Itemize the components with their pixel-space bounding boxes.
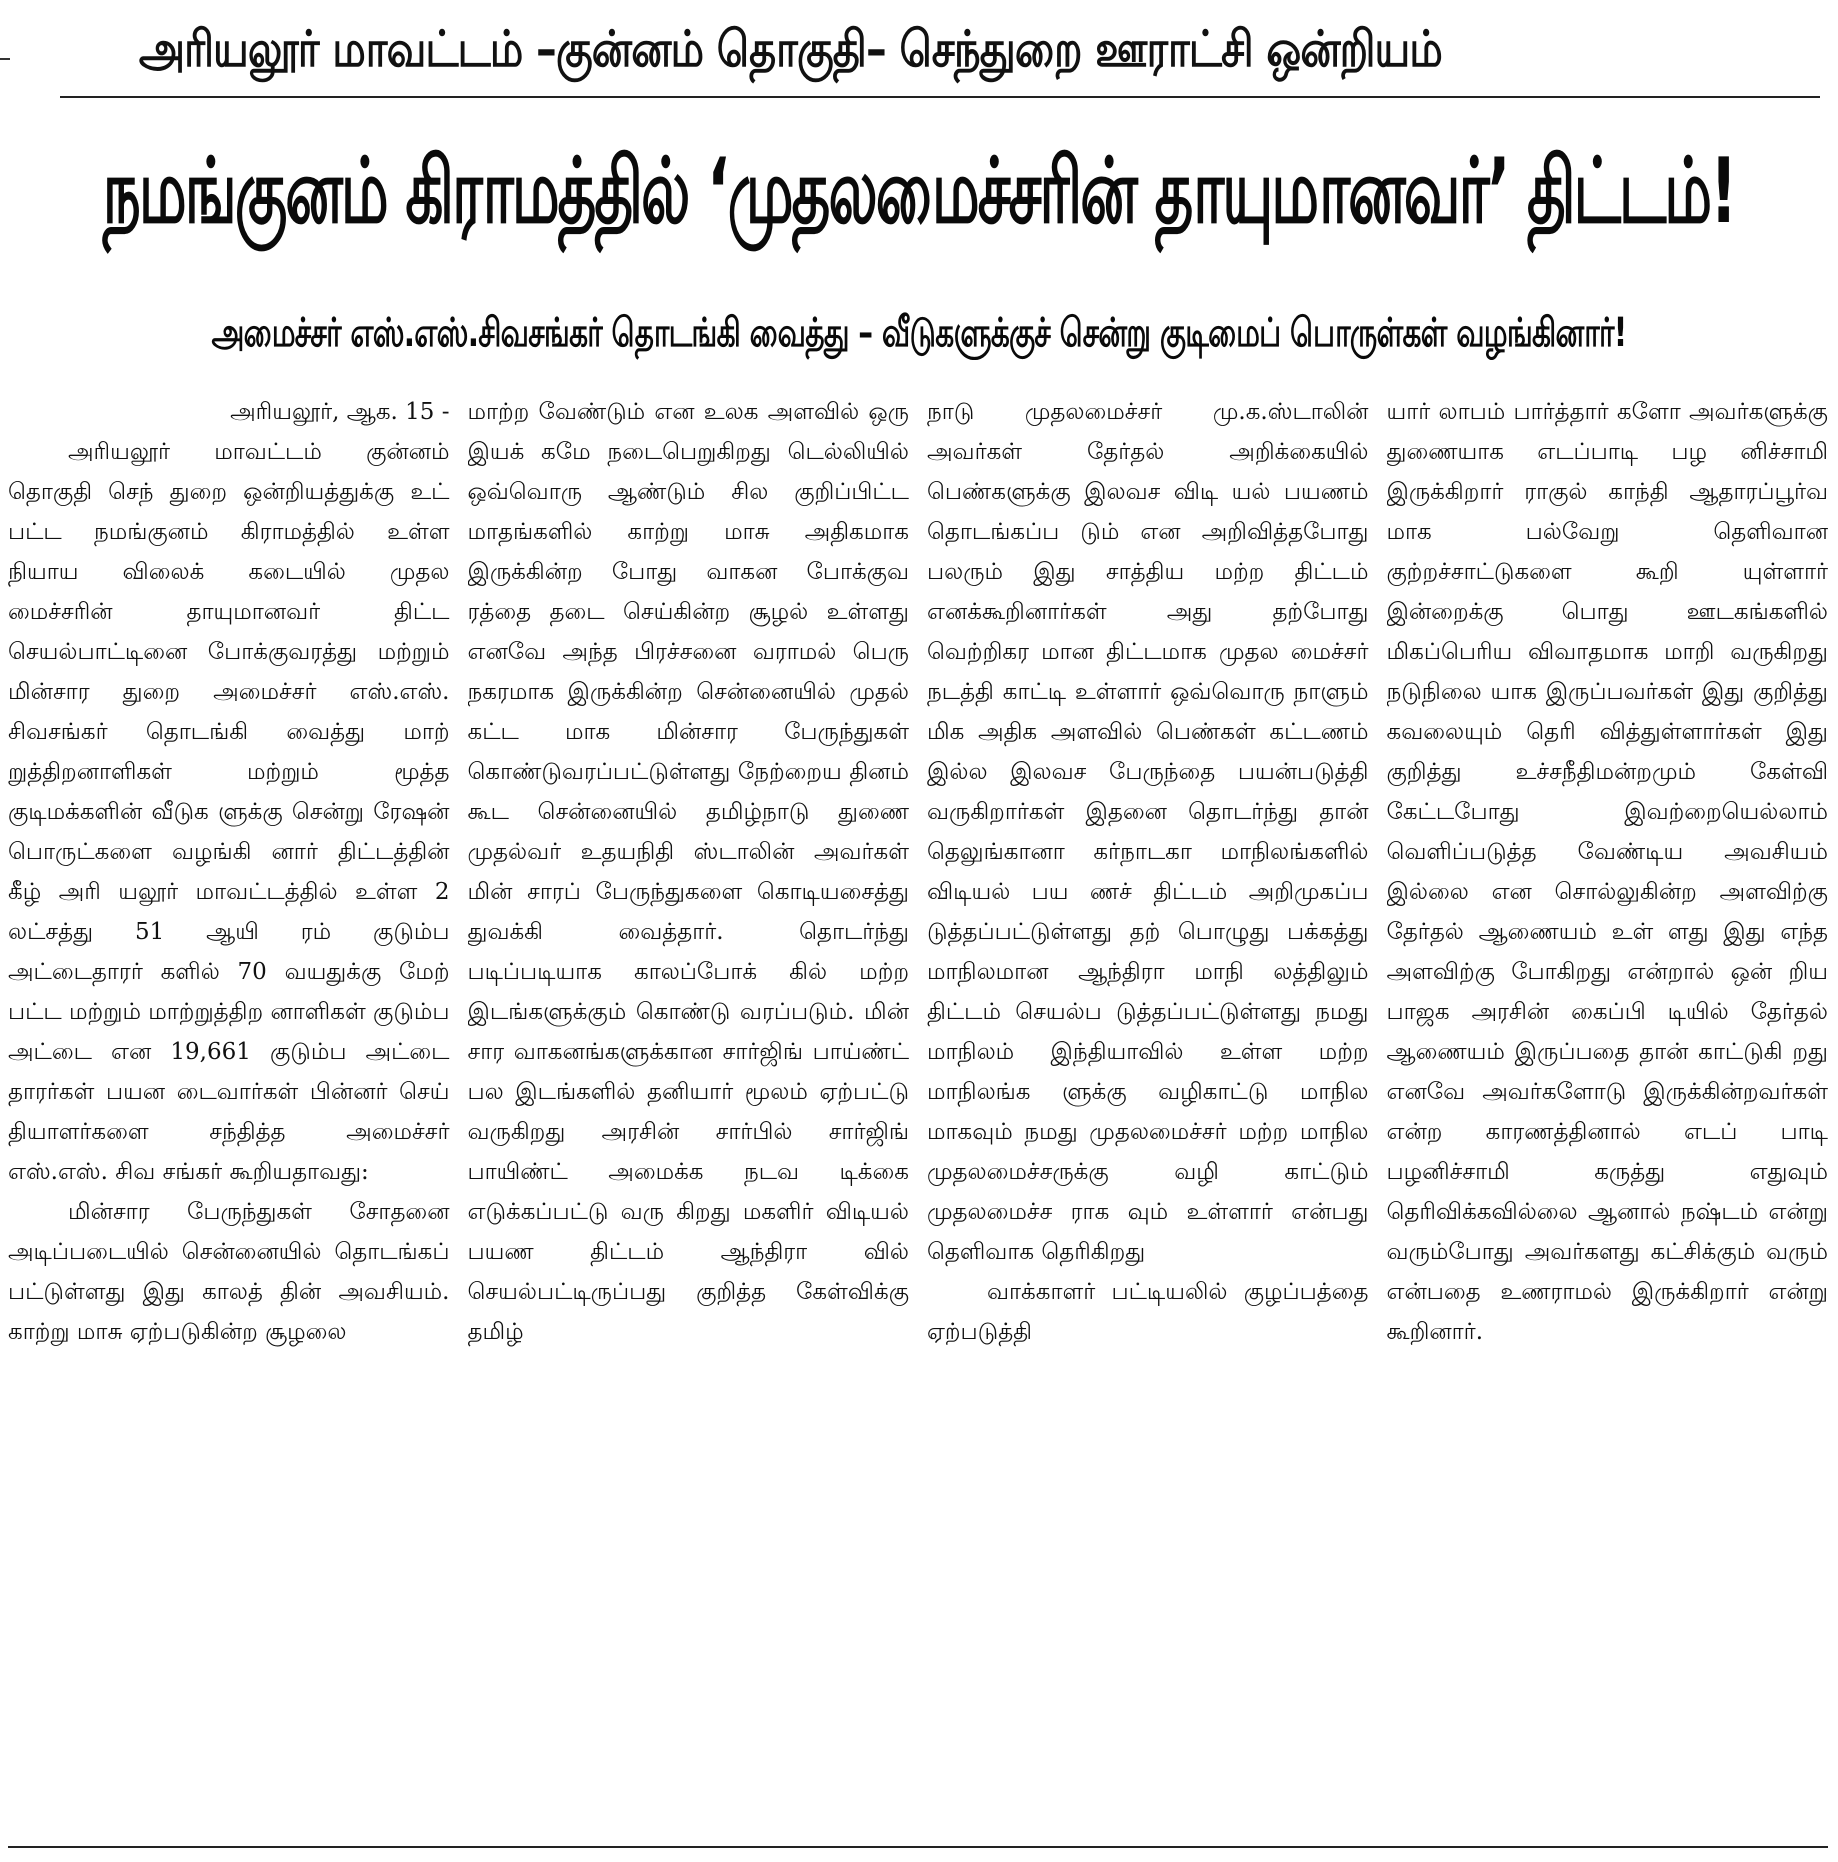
kicker-line: அரியலூர் மாவட்டம் –குன்னம் தொகுதி– செந்துறை ஊராட்சி ஒன்றியம் (138, 19, 1442, 78)
paragraph: மின்சார பேருந்துகள் சோதனை அடிப்படையில் சென்னையில் தொடங்கப் பட்டுள்ளது இது காலத் தின் அவசியம். காற்று மாசு ஏற்படுகின்ற சூழலை (8, 1199, 450, 1345)
article-column-2 (468, 392, 910, 1832)
paragraph: மாற்ற வேண்டும் என உலக அளவில் ஒரு இயக் கமே நடைபெறுகிறது டெல்லியில் ஒவ்வொரு ஆண்டும் சில குறிப்பிட்ட மாதங்களில் காற்று மாசு அதிகமாக இருக்கின்ற போது வாகன போக்குவ ரத்தை தடை செய்கின்ற சூழல் உள்ளது எனவே அந்த பிரச்சனை வராமல் பெரு நகரமாக இருக்கின்ற சென்னையில் முதல் கட்ட மாக மின்சார பேருந்துகள் கொண்டுவரப்பட்டுள்ளது நேற்றைய தினம் கூட சென்னையில் தமிழ்நாடு துணை முதல்வர் உதயநிதி ஸ்டாலின் அவர்கள் மின் சாரப் பேருந்துகளை கொடியசைத்து துவக்கி வைத்தார். தொடர்ந்து படிப்படியாக காலப்போக் கில் மற்ற இடங்களுக்கும் கொண்டு வரப்படும். மின் சார வாகனங்களுக்கான சார்ஜிங் பாய்ண்ட் பல இடங்களில் தனியார் மூலம் ஏற்பட்டு வருகிறது அரசின் சார்பில் சார்ஜிங் பாயிண்ட் அமைக்க நடவ டிக்கை எடுக்கப்பட்டு வரு கிறது மகளிர் விடியல் பயண திட்டம் ஆந்திரா வில் செயல்பட்டிருப்பது குறித்த கேள்விக்கு தமிழ் (467, 399, 909, 1345)
paragraph: அரியலூர் மாவட்டம் குன்னம் தொகுதி செந் துறை ஒன்றியத்துக்கு உட் பட்ட நமங்குனம் கிராமத்தில் உள்ள நியாய விலைக் கடையில் முதல மைச்சரின் தாயுமானவர் திட்ட செயல்பாட்டினை போக்குவரத்து மற்றும் மின்சார துறை அமைச்சர் எஸ்.எஸ். சிவசங்கர் தொடங்கி வைத்து மாற் றுத்திறனாளிகள் மற்றும் மூத்த குடிமக்களின் வீடுக ளுக்கு சென்று ரேஷன் பொருட்களை வழங்கி னார் திட்டத்தின் கீழ் அரி யலூர் மாவட்டத்தில் உள்ள 2 லட்சத்து 51 ஆயி ரம் குடும்ப அட்டைதாரர் களில் 70 வயதுக்கு மேற் பட்ட மற்றும் மாற்றுத்திற னாளிகள் குடும்ப அட்டை என 19,661 குடும்ப அட்டை தாரர்கள் பயன டைவார்கள் பின்னர் செய் தியாளர்களை சந்தித்த அமைச்சர் எஸ்.எஸ். சிவ சங்கர் கூறியதாவது: (8, 439, 450, 1185)
article-columns (8, 392, 1828, 1832)
subheadline: அமைச்சர் எஸ்.எஸ்.சிவசங்கர் தொடங்கி வைத்து – வீடுகளுக்குச் சென்று குடிமைப் பொருள்கள் வழங்கினார்! (211, 309, 1627, 356)
dateline: அரியலூர், ஆக. 15 - (230, 399, 450, 425)
headline: நமங்குனம் கிராமத்தில் ‘முதலமைச்சரின் தாயுமானவர்’ திட்டம்! (102, 138, 1736, 244)
article-column-3 (927, 392, 1369, 1832)
bottom-rule (8, 1846, 1828, 1848)
margin-tick (0, 58, 10, 60)
kicker-rule (60, 96, 1820, 98)
paragraph: நாடு முதலமைச்சர் மு.க.ஸ்டாலின் அவர்கள் தேர்தல் அறிக்கையில் பெண்களுக்கு இலவச விடி யல் பயணம் தொடங்கப்ப டும் என அறிவித்தபோது பலரும் இது சாத்திய மற்ற திட்டம் எனக்கூறினார்கள் அது தற்போது வெற்றிகர மான திட்டமாக முதல மைச்சர் நடத்தி காட்டி உள்ளார் ஒவ்வொரு நாளும் மிக அதிக அளவில் பெண்கள் கட்டணம் இல்ல இலவச பேருந்தை பயன்படுத்தி வருகிறார்கள் இதனை தொடர்ந்து தான் தெலுங்கானா கர்நாடகா மாநிலங்களில் விடியல் பய ணச் திட்டம் அறிமுகப்ப டுத்தப்பட்டுள்ளது தற் பொழுது பக்கத்து மாநிலமான ஆந்திரா மாநி லத்திலும் திட்டம் செயல்ப டுத்தப்பட்டுள்ளது நமது மாநிலம் இந்தியாவில் உள்ள மற்ற மாநிலங்க ளுக்கு வழிகாட்டு மாநில மாகவும் நமது முதலமைச்சர் மற்ற மாநில முதலமைச்சருக்கு வழி காட்டும் முதலமைச்ச ராக வும் உள்ளார் என்பது தெளிவாக தெரிகிறது (927, 399, 1369, 1265)
paragraph: வாக்காளர் பட்டியலில் குழப்பத்தை ஏற்படுத்தி (927, 1279, 1369, 1345)
article-column-1 (8, 392, 450, 1832)
paragraph: யார் லாபம் பார்த்தார் களோ அவர்களுக்கு துணையாக எடப்பாடி பழ னிச்சாமி இருக்கிறார் ராகுல் காந்தி ஆதாரப்பூர்வ மாக பல்வேறு தெளிவான குற்றச்சாட்டுகளை கூறி யுள்ளார் இன்றைக்கு பொது ஊடகங்களில் மிகப்பெரிய விவாதமாக மாறி வருகிறது நடுநிலை யாக இருப்பவர்கள் இது குறித்து கவலையும் தெரி வித்துள்ளார்கள் இது குறித்து உச்சநீதிமன்றமும் கேள்வி கேட்டபோது இவற்றையெல்லாம் வெளிப்படுத்த வேண்டிய அவசியம் இல்லை என சொல்லுகின்ற அளவிற்கு தேர்தல் ஆணையம் உள் ளது இது எந்த அளவிற்கு போகிறது என்றால் ஒன் றிய பாஜக அரசின் கைப்பி டியில் தேர்தல் ஆணையம் இருப்பதை தான் காட்டுகி றது எனவே அவர்களோடு இருக்கின்றவர்கள் என்ற காரணத்தினால் எடப் பாடி பழனிச்சாமி கருத்து எதுவும் தெரிவிக்கவில்லை ஆனால் நஷ்டம் என்று வரும்போது அவர்களது கட்சிக்கும் வரும் என்பதை உணராமல் இருக்கிறார் என்று கூறினார். (1386, 399, 1828, 1345)
article-column-4 (1387, 392, 1829, 1832)
